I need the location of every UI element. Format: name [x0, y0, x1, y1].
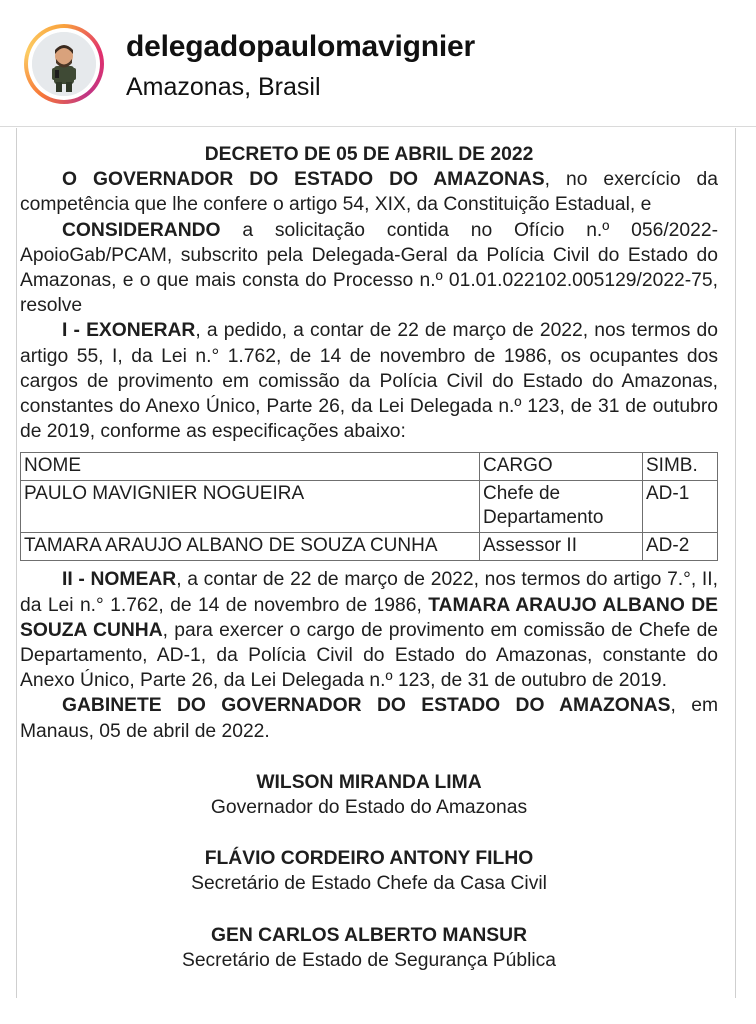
table-header-row [21, 453, 718, 481]
signature-block [20, 846, 718, 896]
table-cell: Chefe de Departamento [480, 481, 643, 533]
location-tag[interactable]: Amazonas, Brasil [126, 73, 321, 101]
signatory-role: Governador do Estado do Amazonas [210, 797, 528, 819]
paragraph-gabinete: GABINETE DO GOVERNADOR DO ESTADO DO AMAZONAS, em Manaus, 05 de abril de 2022. [20, 695, 719, 742]
decree-title: DECRETO DE 05 DE ABRIL DE 2022 [204, 144, 534, 165]
table-cell: PAULO MAVIGNIER NOGUEIRA [21, 481, 480, 533]
signatory-role: Secretário de Estado de Segurança Pública [181, 949, 557, 971]
table-cell: AD-2 [643, 533, 718, 561]
signatory-role: Secretário de Estado Chefe da Casa Civil [191, 873, 547, 895]
decree-document-image [16, 128, 736, 998]
table-header-cell: CARGO [480, 453, 643, 481]
post-header [0, 0, 756, 128]
signatory-name: FLÁVIO CORDEIRO ANTONY FILHO [204, 848, 534, 870]
specifications-table [20, 452, 718, 561]
header-divider [0, 126, 756, 127]
table-cell: Assessor II [480, 533, 643, 561]
avatar-cartoon-icon [32, 32, 96, 96]
table-row [21, 533, 718, 561]
table-header-cell: SIMB. [643, 453, 718, 481]
table-cell: TAMARA ARAUJO ALBANO DE SOUZA CUNHA [21, 533, 480, 561]
paragraph-considerando: CONSIDERANDO a solicitação contida no Ofício n.º 056/2022-ApoioGab/PCAM, subscrito pela Delegada-Geral da Polícia Civil do Estado do Amazonas, e o que mais consta do Processo n.º 01.01.022102.005129/2022-75, resolve [20, 219, 718, 317]
paragraph-exonerar: I - EXONERAR, a pedido, a contar de 22 de março de 2022, nos termos do artigo 55, I, da Lei n.° 1.762, de 14 de novembro de 1986, os ocupantes dos cargos de provimento em comissão da Polícia Civil do Estado do Amazonas, constantes do Anexo Único, Parte 26, da Lei Delegada n.º 123, de 31 de outubro de 2019, conforme as especificações abaixo: [20, 320, 718, 443]
signatory-name: GEN CARLOS ALBERTO MANSUR [210, 924, 527, 946]
avatar[interactable] [24, 24, 104, 104]
signature-block [20, 923, 718, 973]
table-row [21, 481, 718, 533]
paragraph-nomear: II - NOMEAR, a contar de 22 de março de 2022, nos termos do artigo 7.°, II, da Lei n.° 1.762, de 14 de novembro de 1986, TAMARA ARAUJO ALBANO DE SOUZA CUNHA, para exercer o cargo de provimento em comissão de Chefe de Departamento, AD-1, da Polícia Civil do Estado do Amazonas, constante do Anexo Único, Parte 26, da Lei Delegada n.º 123, de 31 de outubro de 2019. [20, 569, 719, 692]
paragraph-governor: O GOVERNADOR DO ESTADO DO AMAZONAS, no exercício da competência que lhe confere o artigo 54, XIX, da Constituição Estadual, e [20, 169, 718, 216]
table-cell: AD-1 [643, 481, 718, 533]
username[interactable]: delegadopaulomavignier [126, 30, 476, 63]
signatory-name: WILSON MIRANDA LIMA [256, 771, 482, 793]
table-header-cell: NOME [21, 453, 480, 481]
signature-block [20, 770, 718, 820]
